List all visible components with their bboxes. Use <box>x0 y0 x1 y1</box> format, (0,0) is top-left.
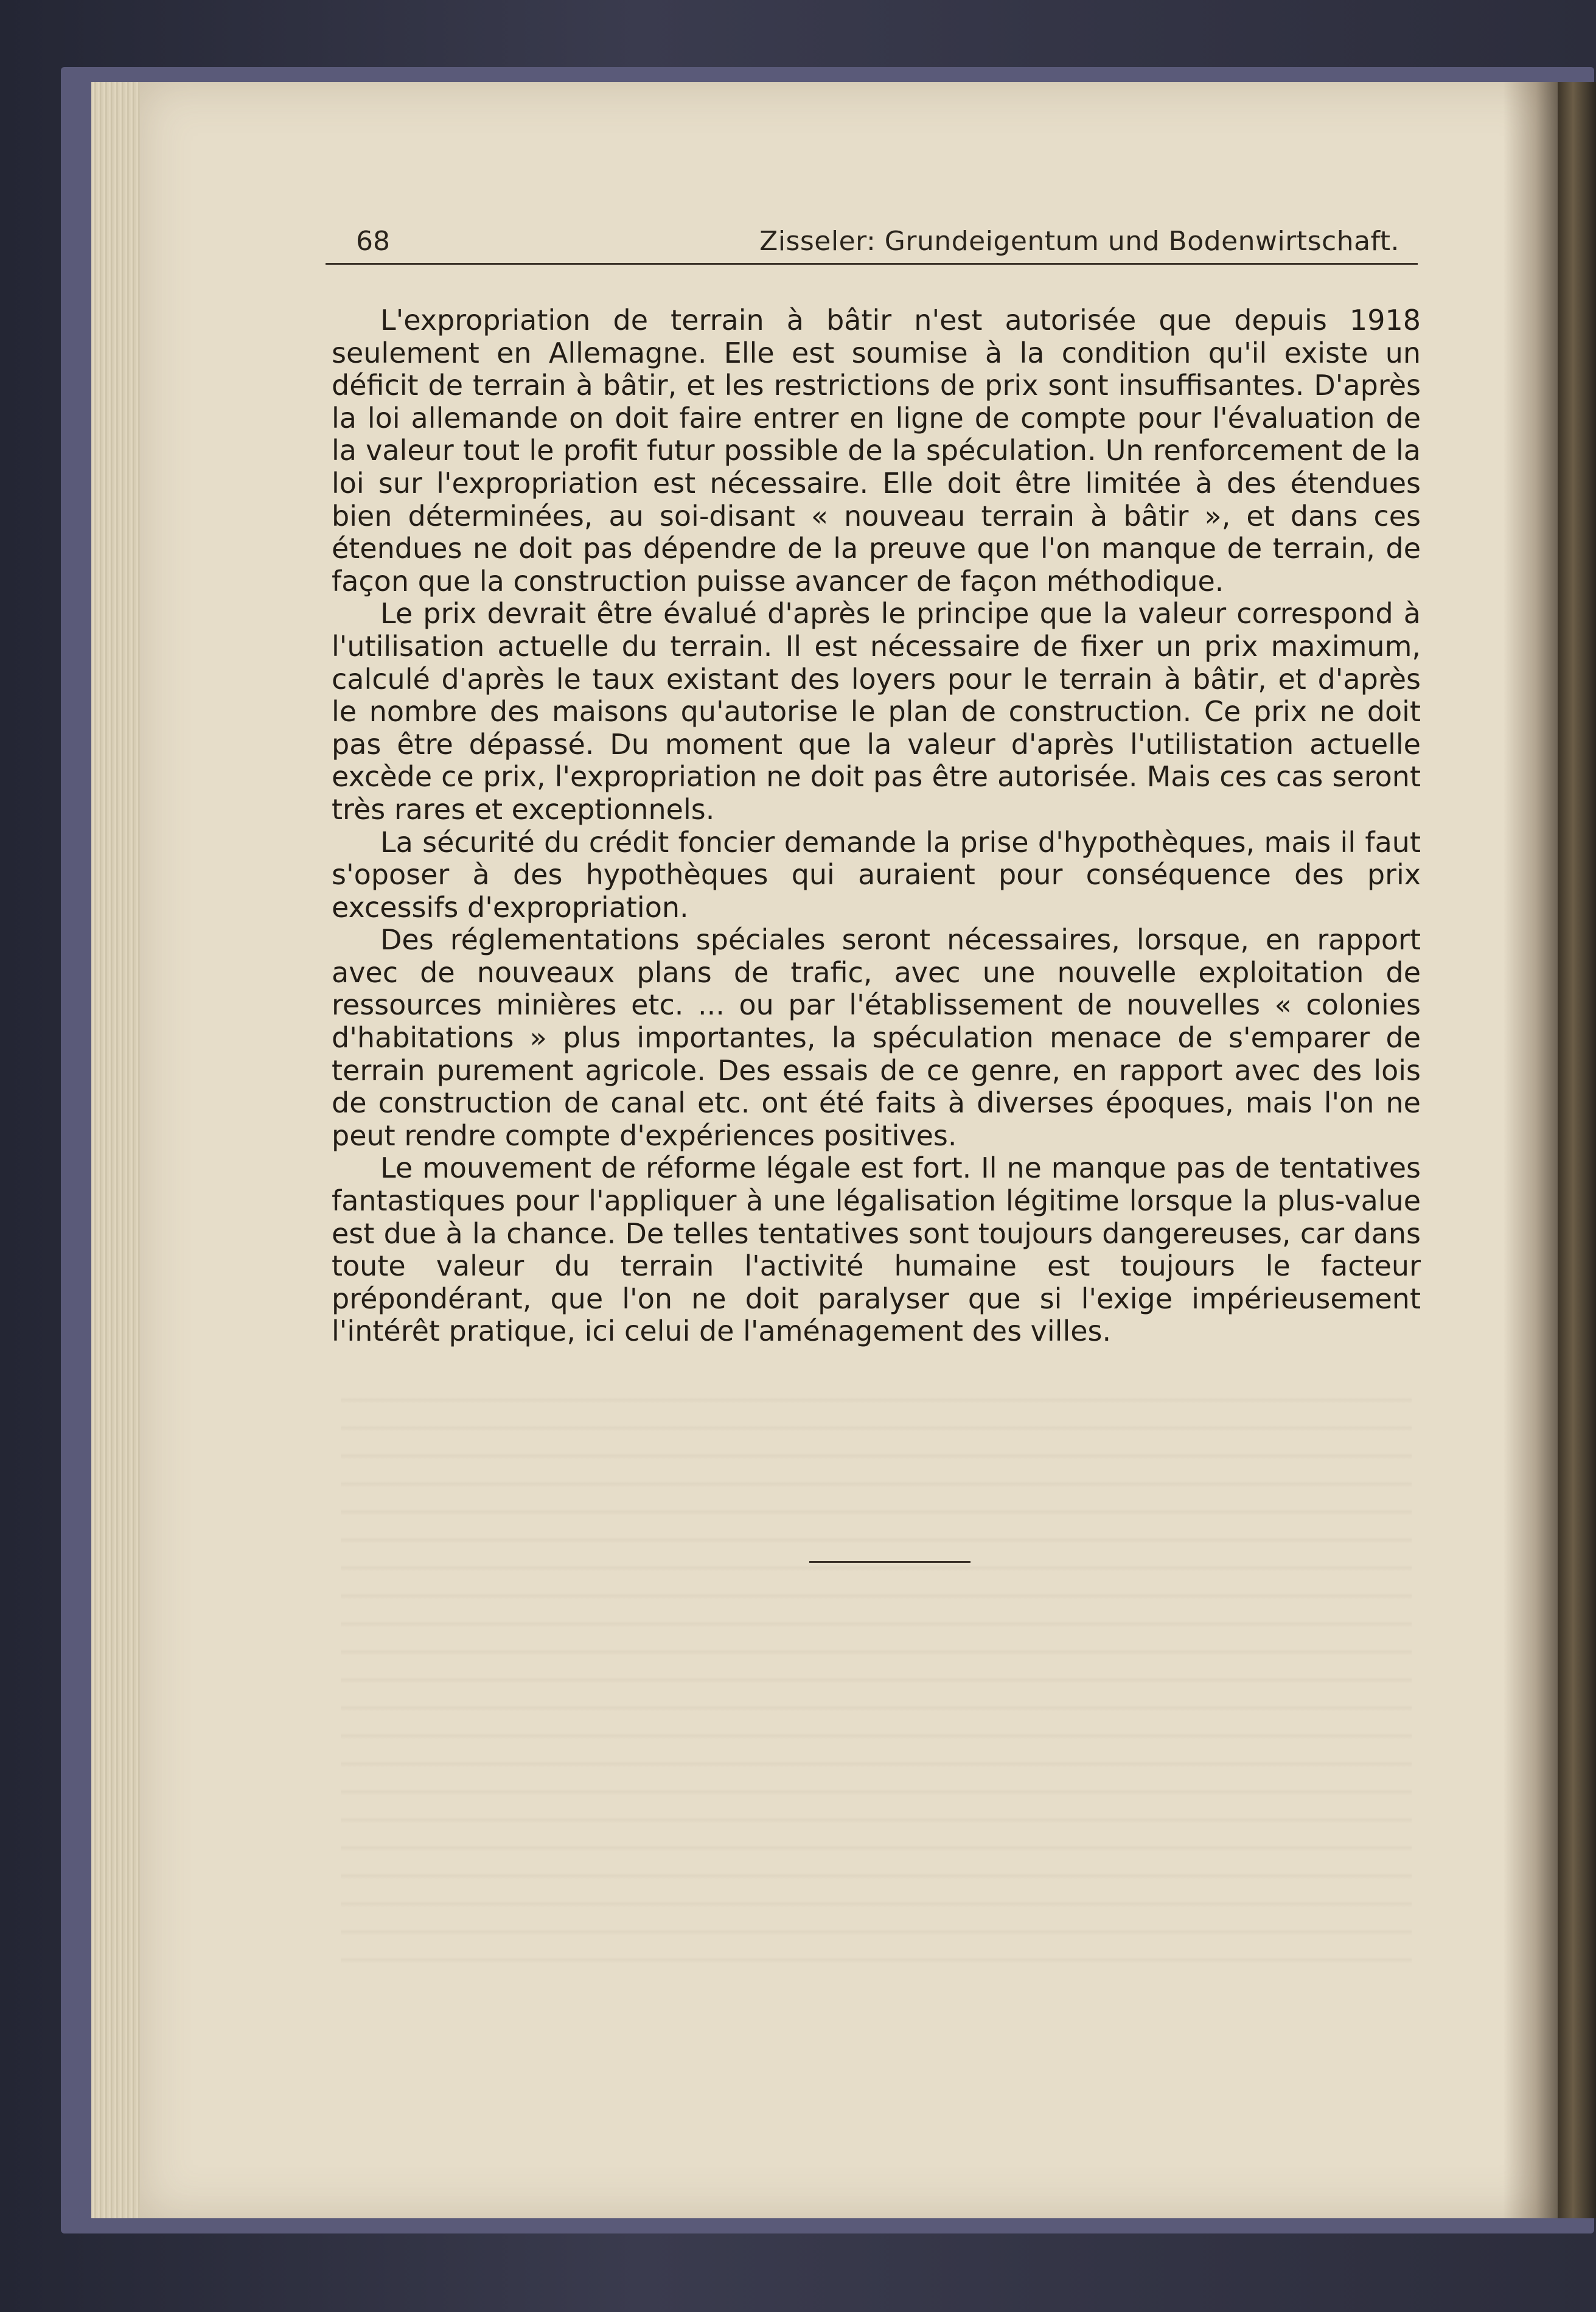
page-number: 68 <box>356 226 390 257</box>
binding-edge <box>1558 82 1596 2218</box>
paragraph: Le prix devrait être évalué d'après le principe que la valeur correspond à l'utilisation actuelle du terrain. Il est nécessaire de fixer un prix maximum, calculé d'après le taux existant des loyers pour le terrain à bâtir, et d'après le nombre des maisons qu'autorise le plan de construction. Ce prix ne doit pas être dépassé. Du moment que la valeur d'après l'utilistation actuelle excède ce prix, l'expropriation ne doit pas être autorisée. Mais ces cas seront très rares et exceptionnels. <box>332 597 1421 826</box>
paragraph: L'expropriation de terrain à bâtir n'est autorisée que depuis 1918 seulement en Allemagne. Elle est soumise à la condition qu'il existe un déficit de terrain à bâtir, et les restrictions de prix sont insuffisantes. D'après la loi allemande on doit faire entrer en ligne de compte pour l'évaluation de la valeur tout le profit futur possible de la spéculation. Un renforcement de la loi sur l'expropriation est nécessaire. Elle doit être limitée à des étendues bien déterminées, au soi-disant « nouveau terrain à bâtir », et dans ces étendues ne doit pas dépendre de la preuve que l'on manque de terrain, de façon que la construction puisse avancer de façon méthodique. <box>332 304 1421 598</box>
header-rule <box>326 263 1418 265</box>
running-title: Zisseler: Grundeigentum und Bodenwirtschaft. <box>759 226 1399 257</box>
running-head <box>326 220 1418 263</box>
paragraph: Le mouvement de réforme légale est fort. Il ne manque pas de tentatives fantastiques pour l'appliquer à une légalisation légitime lorsque la plus-value est due à la chance. De telles tentatives sont toujours dangereuses, car dans toute valeur du terrain l'activité humaine est toujours le facteur prépondérant, que l'on ne doit paralyser que si l'exige impérieusement l'intérêt pratique, ici celui de l'aménagement des villes. <box>332 1151 1421 1348</box>
body-text <box>332 304 1421 1348</box>
paragraph: Des réglementations spéciales seront nécessaires, lorsque, en rapport avec de nouveaux plans de trafic, avec une nouvelle exploitation de ressources minières etc. ... ou par l'établissement de nouvelles « colonies d'habitations » plus importantes, la spéculation menace de s'emparer de terrain purement agricole. Des essais de ce genre, en rapport avec des lois de construction de canal etc. ont été faits à diverses époques, mais l'on ne peut rendre compte d'expériences positives. <box>332 923 1421 1152</box>
paragraph: La sécurité du crédit foncier demande la prise d'hypothèques, mais il faut s'oposer à des hypothèques qui auraient pour conséquence des prix excessifs d'expropriation. <box>332 825 1421 924</box>
show-through-texture <box>341 1375 1412 1984</box>
spine-shadow <box>1503 82 1558 2218</box>
section-end-rule <box>809 1561 970 1563</box>
